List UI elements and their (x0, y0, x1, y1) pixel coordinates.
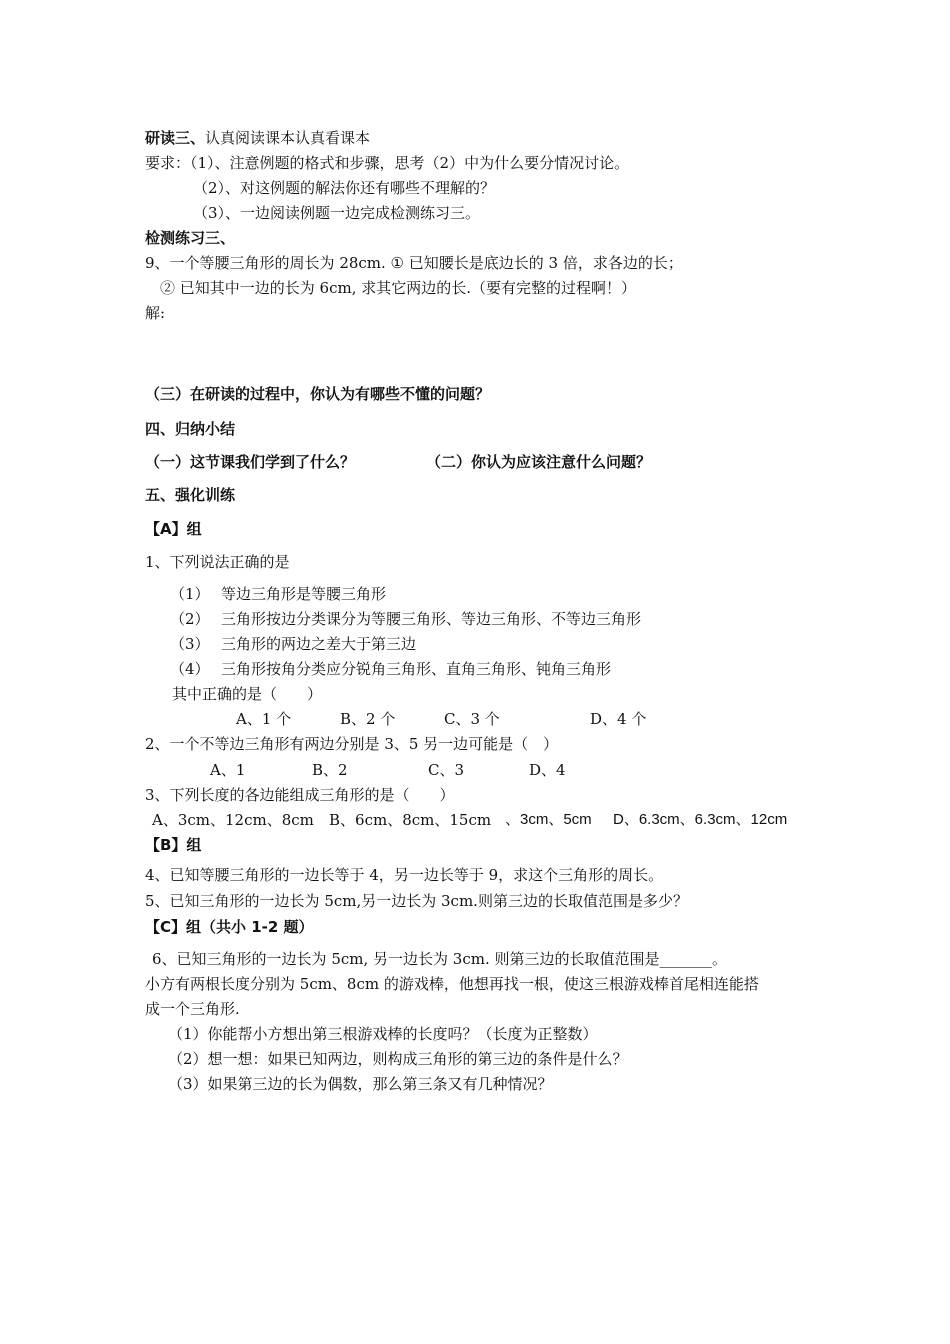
group-a-label: 【A】组 (145, 520, 202, 538)
q1-item-text: 三角形按边分类课分为等腰三角形、等边三角形、不等边三角形 (221, 610, 642, 628)
requirement-2: （2）、对这例题的解法你还有哪些不理解的？ (193, 179, 496, 197)
q1-item-text: 三角形按角分类应分锐角三角形、直角三角形、钝角三角形 (221, 660, 612, 678)
q2-option-c: C、3 (428, 761, 465, 779)
group-b-label: 【B】组 (145, 836, 202, 854)
q3-option-b: B、6cm、8cm、15cm (329, 811, 492, 829)
q1-option-d: D、4 个 (590, 710, 647, 728)
question-5: 5、已知三角形的一边长为 5cm,另一边长为 3cm.则第三边的长取值范围是多少？ (145, 892, 688, 910)
q3-stem: 3、下列长度的各边能组成三角形的是（ ） (145, 786, 455, 804)
q2-option-b: B、2 (312, 761, 348, 779)
q1-stem: 1、下列说法正确的是 (145, 553, 290, 571)
q2-option-a: A、1 (210, 761, 246, 779)
q3-option-d: D、6.3cm、6.3cm、12cm (613, 811, 788, 828)
q1-item-text: 三角形的两边之差大于第三边 (221, 635, 417, 653)
q3-option-c: 、3cm、5cm (505, 811, 592, 828)
q2-option-d: D、4 (529, 761, 566, 779)
question-9-part-1: 9、一个等腰三角形的周长为 28cm. ① 已知腰长是底边长的 3 倍，求各边的长； (145, 254, 683, 272)
summary-question-2: （二）你认为应该注意什么问题？ (426, 453, 652, 471)
group-c-label: 【C】组（共小 1-2 题） (145, 918, 314, 936)
training-title: 五、强化训练 (145, 486, 236, 504)
q2-stem: 2、一个不等边三角形有两边分别是 3、5 另一边可能是（ ） (145, 735, 559, 753)
story-line-1: 小方有两根长度分别为 5cm、8cm 的游戏棒，他想再找一根，使这三根游戏棒首尾相连能搭 (145, 975, 759, 993)
q1-option-b: B、2 个 (340, 710, 396, 728)
q1-item-num: （4） (170, 660, 210, 678)
section-3-subtitle: 认真阅读课本认真看课本 (205, 129, 371, 147)
q1-which: 其中正确的是（ ） (172, 685, 323, 703)
story-line-2: 成一个三角形. (145, 1000, 240, 1018)
requirement-3: （3）、一边阅读例题一边完成检测练习三。 (193, 204, 481, 222)
answer-label: 解: (145, 304, 166, 322)
sub-question-3: （3）如果第三边的长为偶数，那么第三条又有几种情况？ (168, 1075, 553, 1093)
q1-item-num: （3） (170, 635, 210, 653)
sub-question-1: （1）你能帮小方想出第三根游戏棒的长度吗？（长度为正整数） (168, 1025, 598, 1043)
q3-option-a: A、3cm、12cm、8cm (152, 811, 314, 829)
check-3-title: 检测练习三、 (145, 229, 236, 247)
summary-question-1: （一）这节课我们学到了什么？ (145, 453, 356, 471)
section-3-label: 研读三、 (145, 129, 206, 147)
q1-option-c: C、3 个 (444, 710, 500, 728)
q1-option-a: A、1 个 (236, 710, 292, 728)
requirement-1: 要求：（1）、注意例题的格式和步骤，思考（2）中为什么要分情况讨论。 (145, 154, 630, 172)
q1-item-num: （2） (170, 610, 210, 628)
summary-title: 四、归纳小结 (145, 420, 236, 438)
sub-question-2: （2）想一想：如果已知两边，则构成三角形的第三边的条件是什么？ (168, 1050, 628, 1068)
question-9-part-2: ② 已知其中一边的长为 6cm, 求其它两边的长.（要有完整的过程啊！） (160, 279, 637, 297)
q1-item-text: 等边三角形是等腰三角形 (221, 585, 387, 603)
heading-unclear-questions: （三）在研读的过程中，你认为有哪些不懂的问题？ (145, 385, 491, 403)
question-6: 6、已知三角形的一边长为 5cm, 另一边长为 3cm. 则第三边的长取值范围是_______。 (152, 950, 727, 968)
question-4: 4、已知等腰三角形的一边长等于 4，另一边长等于 9，求这个三角形的周长。 (145, 866, 664, 884)
section-3-title (145, 128, 370, 148)
q1-item-num: （1） (170, 585, 210, 603)
